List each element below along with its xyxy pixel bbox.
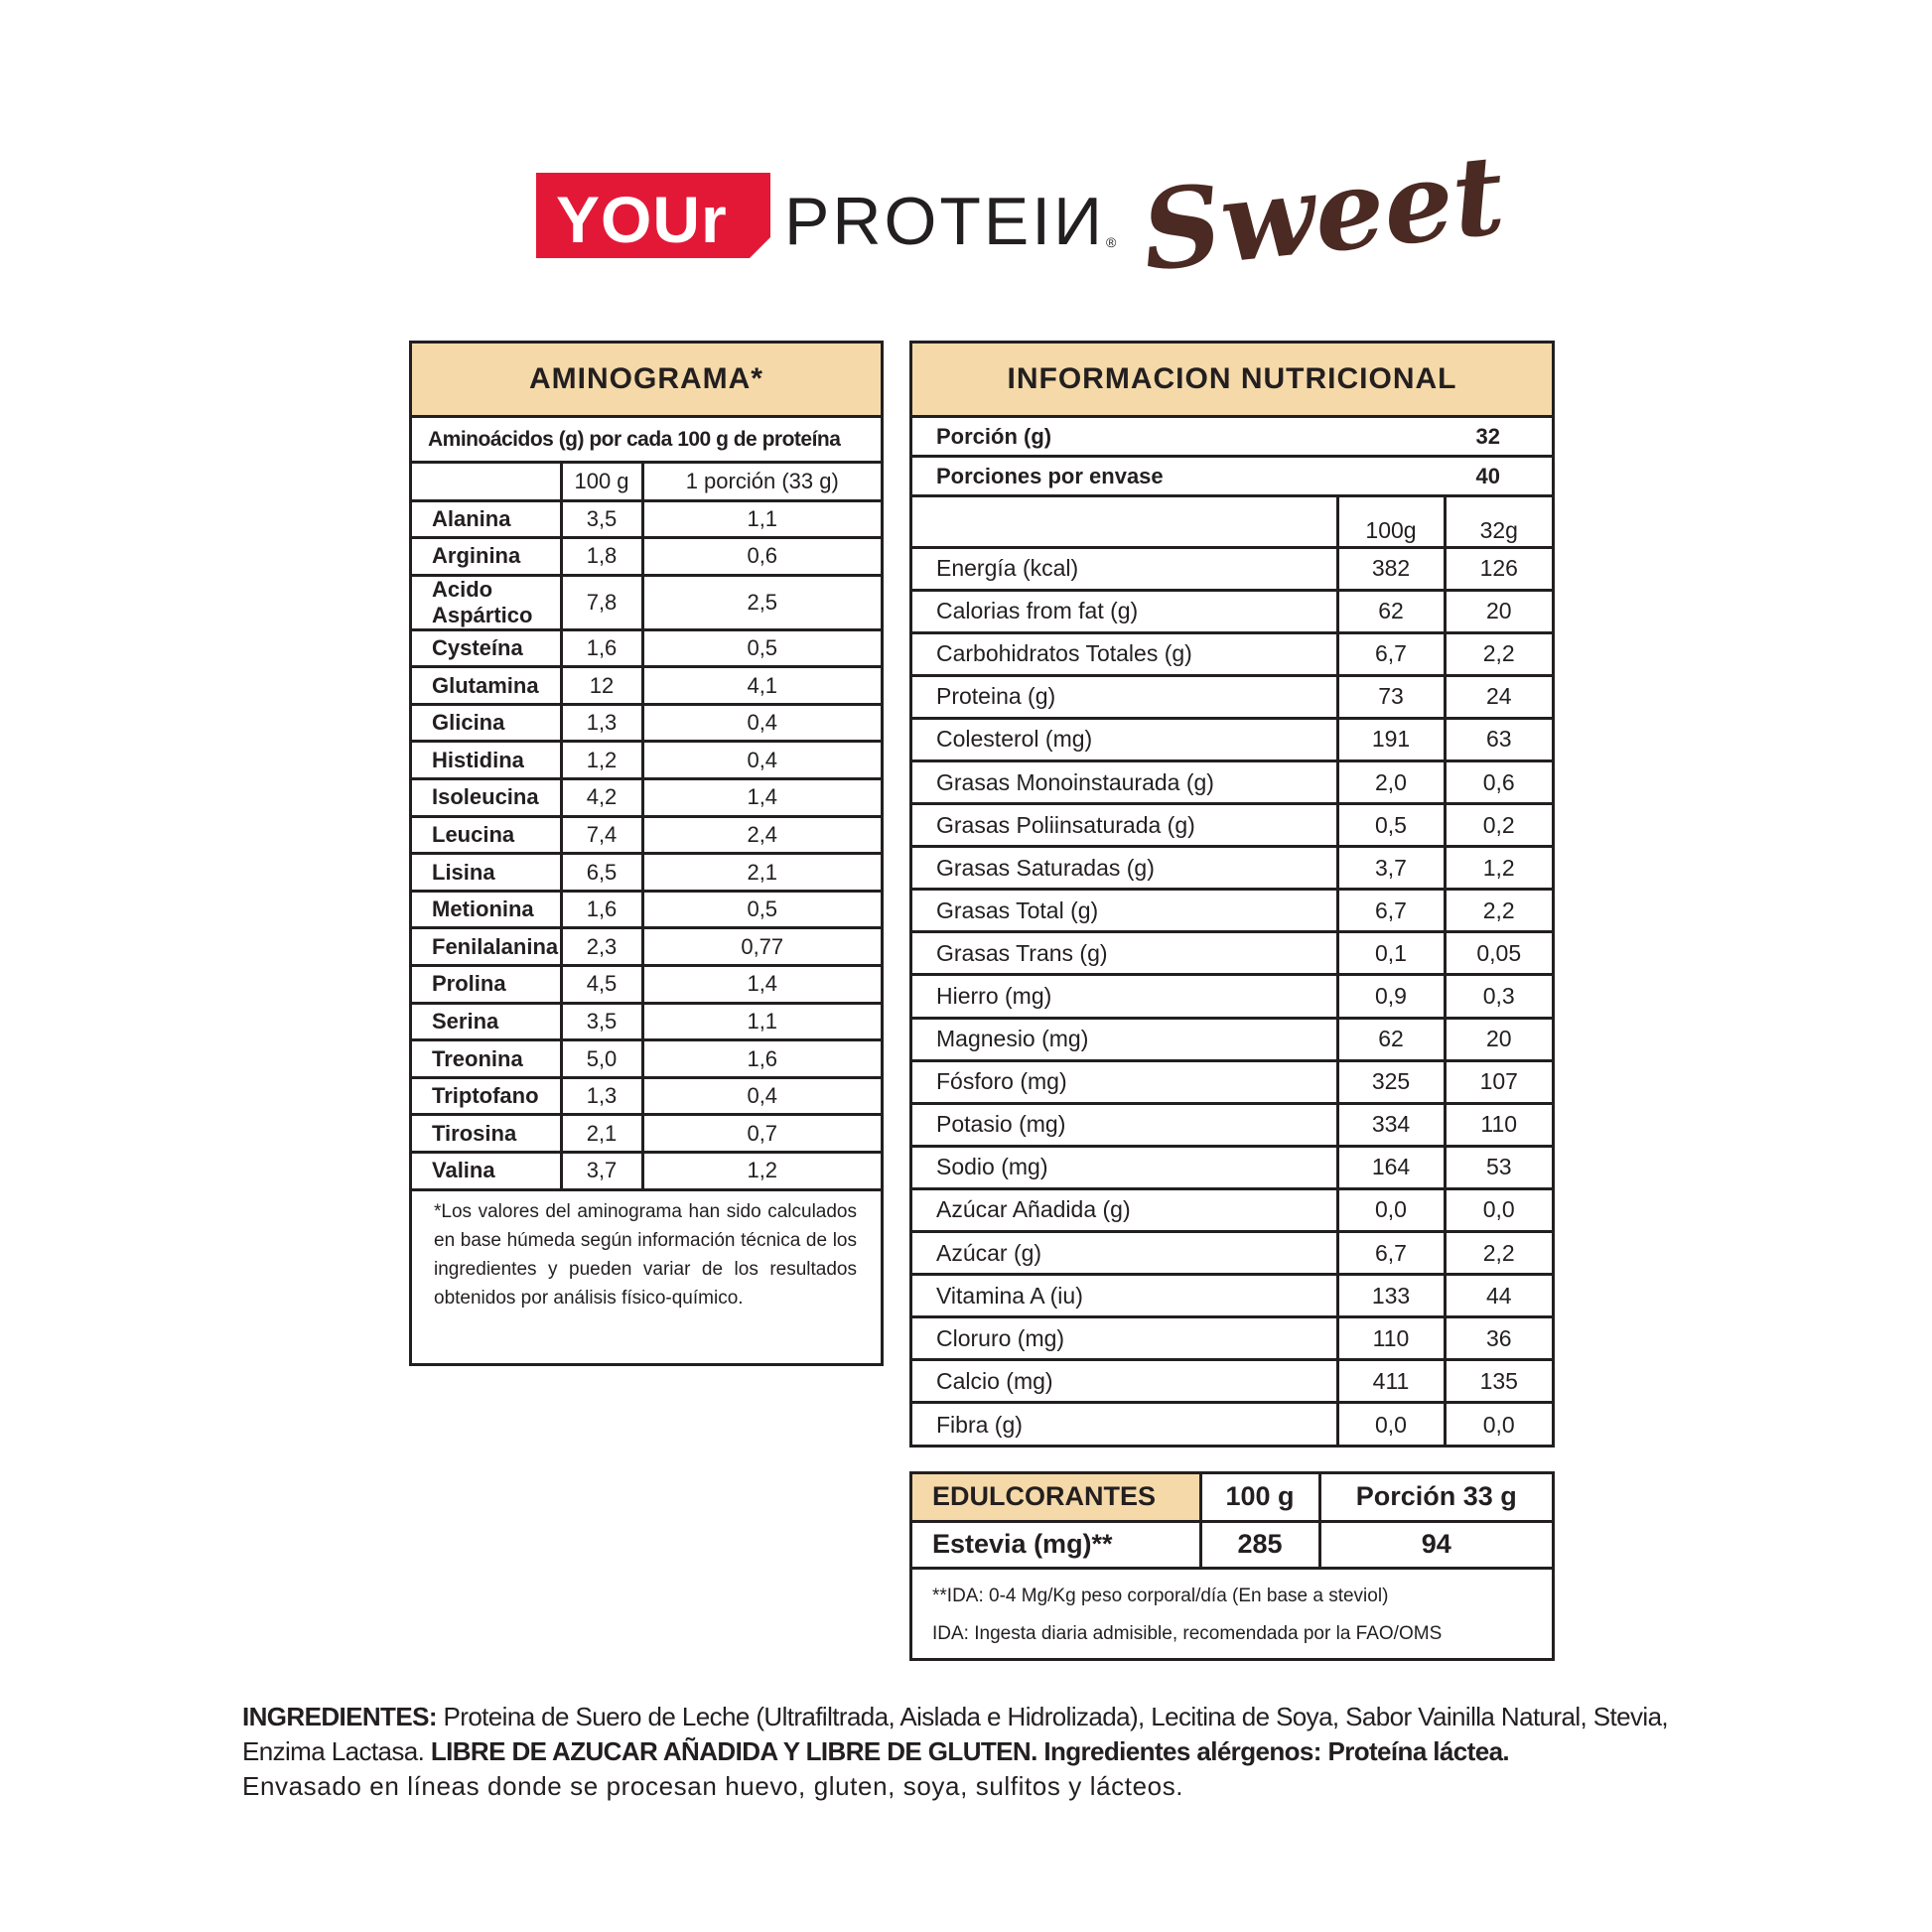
protein-logo-text: PROTEIИ <box>784 184 1106 259</box>
nutrient-name-cell: Fósforo (mg) <box>912 1060 1337 1103</box>
empty-header-cell <box>912 497 1337 547</box>
nutrient-32g-cell: 135 <box>1445 1360 1552 1403</box>
col-100g-header: 100g <box>1337 497 1445 547</box>
sweeteners-note-definition: IDA: Ingesta diaria admisible, recomendada por la FAO/OMS <box>932 1623 1443 1644</box>
nutrient-name-cell: Cloruro (mg) <box>912 1317 1337 1360</box>
nutrient-32g-cell: 2,2 <box>1445 1232 1552 1275</box>
amino-table-row <box>412 779 881 817</box>
nutrient-100g-cell: 382 <box>1337 547 1445 590</box>
amino-name-cell: Tirosina <box>412 1115 561 1153</box>
nutrient-100g-cell: 0,0 <box>1337 1403 1445 1446</box>
amino-table-row <box>412 742 881 779</box>
nutrition-title: INFORMACION NUTRICIONAL <box>912 344 1552 418</box>
sweeteners-title: EDULCORANTES <box>912 1474 1200 1521</box>
amino-100g-cell: 1,3 <box>561 704 642 742</box>
portion-row <box>912 418 1552 458</box>
nutrient-100g-cell: 2,0 <box>1337 760 1445 803</box>
nutrition-table-row <box>912 1317 1552 1360</box>
amino-portion-cell: 1,4 <box>642 966 881 1004</box>
aminograma-note: *Los valores del aminograma han sido calculados en base húmeda según información técnica de los ingredientes y pueden variar de los resultados obtenidos por análisis físico-químico. <box>434 1201 857 1309</box>
amino-name-cell: Prolina <box>412 966 561 1004</box>
portion-value: 32 <box>1475 424 1500 449</box>
nutrient-name-cell: Vitamina A (iu) <box>912 1275 1337 1317</box>
nutrient-100g-cell: 6,7 <box>1337 632 1445 675</box>
amino-name-cell: Isoleucina <box>412 779 561 817</box>
amino-100g-cell: 1,8 <box>561 538 642 576</box>
nutrient-32g-cell: 63 <box>1445 718 1552 760</box>
nutrient-32g-cell: 2,2 <box>1445 890 1552 932</box>
amino-portion-cell: 0,4 <box>642 742 881 779</box>
nutrient-100g-cell: 6,7 <box>1337 1232 1445 1275</box>
amino-name-cell: Fenilalanina <box>412 928 561 966</box>
amino-table-row <box>412 667 881 705</box>
nutrient-32g-cell: 20 <box>1445 1018 1552 1060</box>
amino-portion-cell: 0,5 <box>642 629 881 667</box>
nutrition-table-row <box>912 547 1552 590</box>
nutrient-32g-cell: 44 <box>1445 1275 1552 1317</box>
nutrition-table-row <box>912 847 1552 890</box>
amino-100g-cell: 1,6 <box>561 629 642 667</box>
nutrient-100g-cell: 0,1 <box>1337 932 1445 975</box>
nutrient-100g-cell: 0,0 <box>1337 1188 1445 1231</box>
amino-100g-cell: 3,7 <box>561 1153 642 1190</box>
amino-name-cell: Treonina <box>412 1040 561 1078</box>
amino-portion-cell: 0,4 <box>642 1077 881 1115</box>
amino-100g-cell: 4,5 <box>561 966 642 1004</box>
nutrient-32g-cell: 1,2 <box>1445 847 1552 890</box>
col-32g-header: 32g <box>1445 497 1552 547</box>
amino-table-row <box>412 538 881 576</box>
sweeteners-col-portion: Porción 33 g <box>1319 1474 1552 1521</box>
amino-100g-cell: 3,5 <box>561 500 642 538</box>
amino-100g-cell: 1,6 <box>561 891 642 928</box>
amino-100g-cell: 7,4 <box>561 816 642 854</box>
nutrition-table-row <box>912 1146 1552 1188</box>
stevia-label: Estevia (mg)** <box>912 1521 1200 1568</box>
amino-portion-cell: 4,1 <box>642 667 881 705</box>
nutrient-name-cell: Azúcar Añadida (g) <box>912 1188 1337 1231</box>
nutrition-table-row <box>912 890 1552 932</box>
nutrition-table-row <box>912 1403 1552 1446</box>
nutrient-name-cell: Energía (kcal) <box>912 547 1337 590</box>
portion-label: Porción (g) <box>936 424 1052 449</box>
amino-name-cell: Histidina <box>412 742 561 779</box>
nutrient-100g-cell: 73 <box>1337 675 1445 718</box>
nutrition-table-row <box>912 1232 1552 1275</box>
nutrient-name-cell: Grasas Trans (g) <box>912 932 1337 975</box>
empty-header-cell <box>412 464 561 500</box>
nutrition-table-row <box>912 675 1552 718</box>
nutrition-table-row <box>912 760 1552 803</box>
amino-100g-cell: 6,5 <box>561 854 642 892</box>
nutrient-name-cell: Hierro (mg) <box>912 975 1337 1018</box>
nutrient-100g-cell: 334 <box>1337 1103 1445 1146</box>
nutrient-name-cell: Potasio (mg) <box>912 1103 1337 1146</box>
amino-name-cell: Acido Aspártico <box>412 575 561 629</box>
ingredients-label: INGREDIENTES: <box>242 1702 437 1731</box>
amino-100g-cell: 2,3 <box>561 928 642 966</box>
nutrient-100g-cell: 133 <box>1337 1275 1445 1317</box>
nutrition-table-row <box>912 1188 1552 1231</box>
nutrient-32g-cell: 0,05 <box>1445 932 1552 975</box>
nutrient-100g-cell: 164 <box>1337 1146 1445 1188</box>
amino-portion-cell: 0,6 <box>642 538 881 576</box>
amino-100g-cell: 3,5 <box>561 1003 642 1040</box>
aminograma-table <box>409 341 884 1366</box>
nutrient-name-cell: Grasas Poliinsaturada (g) <box>912 804 1337 847</box>
nutrition-table-row <box>912 975 1552 1018</box>
nutrition-table-row <box>912 932 1552 975</box>
nutrient-100g-cell: 411 <box>1337 1360 1445 1403</box>
nutrient-32g-cell: 24 <box>1445 675 1552 718</box>
amino-name-cell: Arginina <box>412 538 561 576</box>
sweeteners-header-row <box>912 1474 1552 1521</box>
sweeteners-col-100g: 100 g <box>1200 1474 1319 1521</box>
nutrient-name-cell: Magnesio (mg) <box>912 1018 1337 1060</box>
nutrition-table <box>909 341 1555 1448</box>
amino-portion-cell: 2,4 <box>642 816 881 854</box>
nutrient-name-cell: Azúcar (g) <box>912 1232 1337 1275</box>
amino-100g-cell: 2,1 <box>561 1115 642 1153</box>
amino-table-row <box>412 1077 881 1115</box>
amino-100g-cell: 4,2 <box>561 779 642 817</box>
your-logo-text: YOUr <box>556 183 728 256</box>
amino-portion-cell: 1,1 <box>642 1003 881 1040</box>
amino-name-cell: Valina <box>412 1153 561 1190</box>
amino-portion-cell: 0,5 <box>642 891 881 928</box>
nutrition-table-row <box>912 1018 1552 1060</box>
nutrient-name-cell: Colesterol (mg) <box>912 718 1337 760</box>
amino-table-row <box>412 1040 881 1078</box>
nutrient-100g-cell: 6,7 <box>1337 890 1445 932</box>
amino-100g-cell: 1,3 <box>561 1077 642 1115</box>
amino-portion-cell: 0,4 <box>642 704 881 742</box>
amino-table-row <box>412 629 881 667</box>
amino-name-cell: Leucina <box>412 816 561 854</box>
nutrient-32g-cell: 0,0 <box>1445 1188 1552 1231</box>
nutrient-32g-cell: 36 <box>1445 1317 1552 1360</box>
stevia-100g: 285 <box>1200 1521 1319 1568</box>
amino-name-cell: Lisina <box>412 854 561 892</box>
amino-table-row <box>412 816 881 854</box>
col-portion-header: 1 porción (33 g) <box>642 464 881 500</box>
amino-name-cell: Metionina <box>412 891 561 928</box>
ingredients-facility-warning: Envasado en líneas donde se procesan huevo, gluten, soya, sulfitos y lácteos. <box>242 1771 1184 1801</box>
nutrient-100g-cell: 62 <box>1337 1018 1445 1060</box>
ingredients-list: Proteina de Suero de Leche (Ultrafiltrada, Aislada e Hidrolizada), Lecitina de Soya, Sabor Vainilla Natural, Stevia, Enzima Lactasa. <box>242 1702 1669 1766</box>
aminograma-grid <box>412 464 881 1191</box>
col-100g-header: 100 g <box>561 464 642 500</box>
amino-portion-cell: 2,1 <box>642 854 881 892</box>
ingredients-text <box>242 1700 1712 1804</box>
nutrient-32g-cell: 2,2 <box>1445 632 1552 675</box>
amino-table-row <box>412 500 881 538</box>
nutrient-32g-cell: 0,6 <box>1445 760 1552 803</box>
amino-table-row <box>412 891 881 928</box>
sweet-logo-text: Sweet <box>1136 130 1510 296</box>
nutrient-100g-cell: 325 <box>1337 1060 1445 1103</box>
nutrient-name-cell: Grasas Total (g) <box>912 890 1337 932</box>
nutrient-32g-cell: 110 <box>1445 1103 1552 1146</box>
amino-portion-cell: 2,5 <box>642 575 881 629</box>
aminograma-subtitle: Aminoácidos (g) por cada 100 g de proteína <box>412 418 881 464</box>
amino-table-row <box>412 1003 881 1040</box>
nutrition-table-row <box>912 804 1552 847</box>
ingredients-allergen-statement: LIBRE DE AZUCAR AÑADIDA Y LIBRE DE GLUTEN. Ingredientes alérgenos: Proteína láctea. <box>430 1736 1510 1766</box>
amino-table-row <box>412 1153 881 1190</box>
nutrition-column-header <box>912 497 1552 547</box>
nutrient-name-cell: Calcio (mg) <box>912 1360 1337 1403</box>
amino-portion-cell: 0,77 <box>642 928 881 966</box>
nutrition-table-row <box>912 1275 1552 1317</box>
nutrient-32g-cell: 126 <box>1445 547 1552 590</box>
stevia-portion: 94 <box>1319 1521 1552 1568</box>
brand-logo <box>536 130 1510 296</box>
amino-portion-cell: 1,4 <box>642 779 881 817</box>
amino-100g-cell: 12 <box>561 667 642 705</box>
nutrition-table-row <box>912 1103 1552 1146</box>
nutrient-32g-cell: 0,2 <box>1445 804 1552 847</box>
amino-portion-cell: 1,6 <box>642 1040 881 1078</box>
nutrient-32g-cell: 53 <box>1445 1146 1552 1188</box>
nutrition-table-row <box>912 590 1552 632</box>
amino-table-row <box>412 928 881 966</box>
stevia-row <box>912 1521 1552 1568</box>
aminograma-column-header <box>412 464 881 500</box>
amino-name-cell: Glicina <box>412 704 561 742</box>
sweeteners-note-ida: **IDA: 0-4 Mg/Kg peso corporal/día (En base a steviol) <box>932 1586 1389 1606</box>
amino-100g-cell: 7,8 <box>561 575 642 629</box>
nutrition-table-row <box>912 1360 1552 1403</box>
amino-table-row <box>412 966 881 1004</box>
nutrient-100g-cell: 3,7 <box>1337 847 1445 890</box>
amino-portion-cell: 0,7 <box>642 1115 881 1153</box>
nutrient-100g-cell: 191 <box>1337 718 1445 760</box>
nutrient-100g-cell: 110 <box>1337 1317 1445 1360</box>
servings-row <box>912 458 1552 497</box>
nutrient-100g-cell: 62 <box>1337 590 1445 632</box>
registered-mark: ® <box>1106 234 1117 250</box>
amino-portion-cell: 1,1 <box>642 500 881 538</box>
amino-name-cell: Triptofano <box>412 1077 561 1115</box>
servings-value: 40 <box>1475 464 1500 488</box>
nutrition-table-row <box>912 718 1552 760</box>
sweeteners-grid <box>912 1474 1552 1570</box>
amino-table-row <box>412 704 881 742</box>
amino-portion-cell: 1,2 <box>642 1153 881 1190</box>
nutrition-grid <box>912 497 1552 1446</box>
nutrient-32g-cell: 107 <box>1445 1060 1552 1103</box>
sweeteners-table <box>909 1471 1555 1661</box>
aminograma-title: AMINOGRAMA* <box>412 344 881 418</box>
amino-name-cell: Serina <box>412 1003 561 1040</box>
nutrient-name-cell: Sodio (mg) <box>912 1146 1337 1188</box>
amino-100g-cell: 1,2 <box>561 742 642 779</box>
nutrition-table-row <box>912 632 1552 675</box>
nutrient-name-cell: Calorias from fat (g) <box>912 590 1337 632</box>
nutrient-name-cell: Grasas Saturadas (g) <box>912 847 1337 890</box>
amino-name-cell: Glutamina <box>412 667 561 705</box>
nutrition-table-row <box>912 1060 1552 1103</box>
nutrient-name-cell: Carbohidratos Totales (g) <box>912 632 1337 675</box>
amino-table-row <box>412 1115 881 1153</box>
amino-name-cell: Alanina <box>412 500 561 538</box>
amino-100g-cell: 5,0 <box>561 1040 642 1078</box>
nutrient-name-cell: Grasas Monoinstaurada (g) <box>912 760 1337 803</box>
nutrient-32g-cell: 0,3 <box>1445 975 1552 1018</box>
amino-table-row <box>412 575 881 629</box>
servings-label: Porciones por envase <box>936 464 1164 488</box>
nutrient-32g-cell: 20 <box>1445 590 1552 632</box>
amino-name-cell: Cysteína <box>412 629 561 667</box>
nutrient-32g-cell: 0,0 <box>1445 1403 1552 1446</box>
nutrient-name-cell: Fibra (g) <box>912 1403 1337 1446</box>
nutrient-100g-cell: 0,9 <box>1337 975 1445 1018</box>
amino-table-row <box>412 854 881 892</box>
nutrient-name-cell: Proteina (g) <box>912 675 1337 718</box>
nutrient-100g-cell: 0,5 <box>1337 804 1445 847</box>
